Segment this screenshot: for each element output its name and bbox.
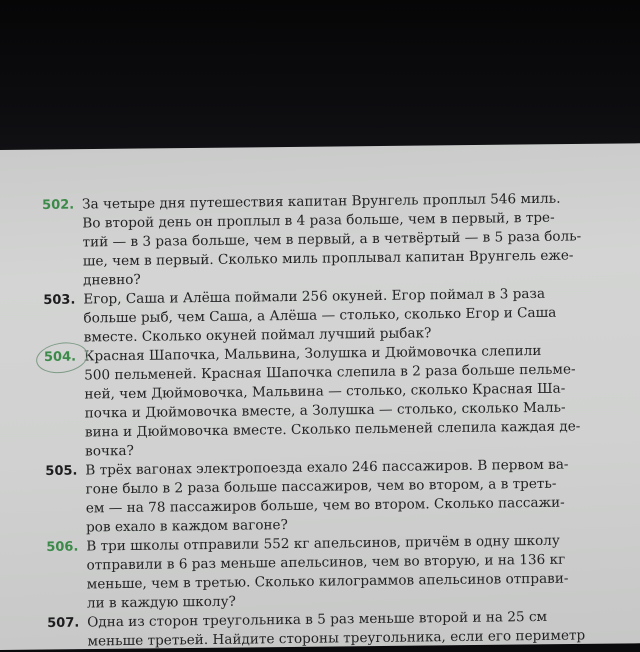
problem-text-line: ше, чем в первый. Сколько миль проплывал капитан Врунгель еже- [82,247,574,270]
problem-number: 505. [45,463,78,479]
problem-number: 504. [43,349,77,365]
problem-text-line: вочка? [85,442,134,460]
problem-505 [45,455,606,538]
problem-text-line: ли в каждую школу? [86,593,236,612]
dark-background [0,0,640,160]
problem-number: 507. [47,615,80,631]
problem-text-line: Егор, Саша и Алёша поймали 256 окуней. Егор поймал в 3 раза [83,285,546,308]
problem-text-line: больше рыб, чем Саша, а Алёша — столько, сколько Егор и Саша [83,304,557,327]
problem-text-line: За четыре дня путешествия капитан Врунгель проплыл 546 миль. [82,190,561,213]
problem-506 [46,531,607,614]
problem-text-line: тий — в 3 раза больше, чем в первый, а в четвёртый — в 5 раза боль- [82,228,582,251]
problem-text-line: Красная Шапочка, Мальвина, Золушка и Дюймовочка слепили [83,342,542,365]
problem-number: 503. [43,292,76,308]
problem-text-line: ней, чем Дюймовочка, Мальвина — столько, сколько Красная Ша- [84,380,566,403]
problem-text-line: Во второй день он проплыл в 4 раза больше, чем в первый, в тре- [82,209,555,232]
problem-503 [43,284,604,348]
problem-number: 506. [46,539,79,555]
problem-text-line: ров ехало в каждом вагоне? [85,517,288,536]
problem-text-line: гоне было в 2 раза больше пассажиров, чем во втором, а в треть- [85,475,557,498]
problem-text-line: 500 пельменей. Красная Шапочка слепила в 2 раза больше пельме- [84,361,576,384]
problem-number: 502. [42,197,75,213]
problem-text-line: дневно? [82,271,141,289]
problem-text-line: В трёх вагонах электропоезда ехало 246 пассажиров. В первом ва- [85,456,569,479]
problem-text-line: вина и Дюймовочка вместе. Сколько пельменей слепила каждая де- [84,418,581,441]
problem-text-line: В три школы отправили 552 кг апельсинов, причём в одну школу [86,532,560,555]
problem-text-line: меньше третьей. Найдите стороны треугольника, если его периметр [87,627,586,650]
problem-text-line: почка и Дюймовочка вместе, а Золушка — столько, сколько Маль- [84,399,566,422]
problem-text-line: меньше, чем в третью. Сколько килограммов апельсинов отправи- [86,570,569,593]
problem-502 [42,189,603,291]
problems-list [42,189,608,652]
problem-text-line: ем — на 78 пассажиров больше, чем во втором. Сколько пассажи- [85,494,565,517]
problem-504 [44,341,605,462]
problem-text-line: вместе. Сколько окуней поймал лучший рыбак? [83,325,432,346]
problem-text-line: отправили в 6 раз меньше апельсинов, чем во вторую, и на 136 кг [86,551,566,574]
problem-text-line: Одна из сторон треугольника в 5 раз меньше второй и на 25 см [87,608,548,631]
problem-507 [47,607,607,652]
